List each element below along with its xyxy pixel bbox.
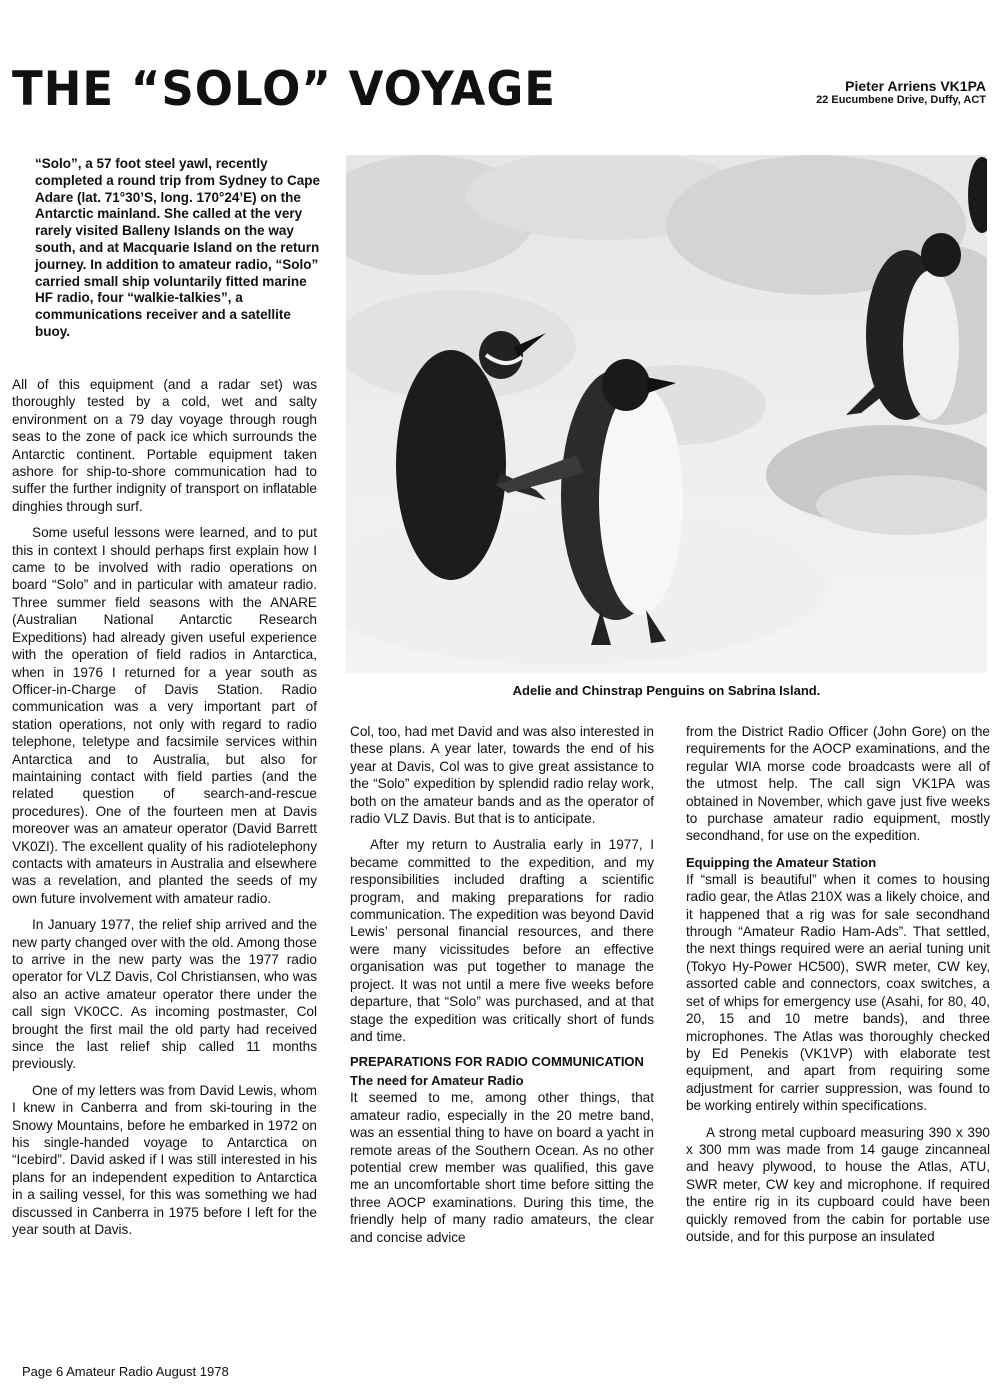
- article-title: THE “SOLO” VOYAGE: [12, 60, 557, 117]
- author-address: 22 Eucumbene Drive, Duffy, ACT: [816, 94, 986, 106]
- paragraph: from the District Radio Officer (John Gore) on the requirements for the AOCP examinations, and the regular WIA morse code broadcasts were all of the utmost help. The call sign VK1PA was obtained in November, which gave just five weeks to purchase amateur radio equipment, mostly secondhand, for use on the expedition.: [686, 724, 990, 844]
- paragraph: If “small is beautiful” when it comes to housing radio gear, the Atlas 210X was a likely choice, and it happened that a rig was for sale secondhand through “Amateur Radio Ham-Ads”. That settled, the next things required were an aerial tuning unit (Tokyo Hy-Power HC500), SWR meter, CW key, assorted cable and connectors, coax switches, a set of whips for emergency use (Asahi, for 80, 40, 20, 15 and 10 metre bands), and three microphones. The Atlas was thoroughly checked by Ed Penekis (VK1VP) with elaborate test equipment, and apart from requiring some adjustment for carrier suppression, was found to be working entirely within specifications.: [686, 871, 990, 1114]
- page-footer: Page 6 Amateur Radio August 1978: [22, 1364, 229, 1379]
- paragraph: In January 1977, the relief ship arrived and the new party changed over with the old. Among those to arrive in the new party was the 1977 radio operator for VLZ Davis, Col Christiansen, who was also an active amateur operator there under the call sign VK0CC. As incoming postmaster, Col brought the first mail the old party had received since the last relief ship called 11 months previously.: [12, 917, 317, 1072]
- paragraph: It seemed to me, among other things, that amateur radio, especially in the 20 metre band, was an essential thing to have on board a yacht in remote areas of the Southern Ocean. As no other potential crew member was qualified, this gave me an uncomfortable short time before sitting the three AOCP examinations. During this time, the friendly help of many radio amateurs, the clear and concise advice: [350, 1090, 654, 1245]
- paragraph: One of my letters was from David Lewis, whom I knew in Canberra and from ski-touring in the Snowy Mountains, before he embarked in 1972 on his single-handed voyage to Antarctica on “Icebird”. David asked if I was still interested in his plans for an independent expedition to Antarctica in a sailing vessel, for this was something we had discussed in Canberra in 1975 before I left for the year south at Davis.: [12, 1082, 317, 1238]
- intro-paragraph: “Solo”, a 57 foot steel yawl, recently completed a round trip from Sydney to Cape Adare (lat. 71°30’S, long. 170°24’E) on the Antarctic mainland. She called at the very rarely visited Balleny Islands on the way south, and at Macquarie Island on the return journey. In addition to amateur radio, “Solo” carried small ship voluntarily fitted marine HF radio, four “walkie-talkies”, a communications receiver and a satellite buoy.: [35, 156, 321, 339]
- section-heading: PREPARATIONS FOR RADIO COMMUNICATION: [350, 1054, 644, 1070]
- author-name: Pieter Arriens VK1PA: [845, 78, 986, 94]
- paragraph: A strong metal cupboard measuring 390 x 390 x 300 mm was made from 14 gauge zincanneal and heavy plywood, to house the Atlas, ATU, SWR meter, CW key and microphone. If required the entire rig in its cupboard could have been quickly removed from the cabin for portable use outside, and for this purpose an insulated: [686, 1124, 990, 1244]
- subsection-heading: The need for Amateur Radio: [350, 1073, 524, 1089]
- paragraph: Some useful lessons were learned, and to put this in context I should perhaps first explain how I came to be involved with radio operations on board “Solo” and in particular with amateur radio. Three summer field seasons with the ANARE (Australian National Antarctic Research Expeditions) had already given useful experience with the operation of field radios in Antarctica, when in 1976 I returned for a year south as Officer-in-Charge of Davis Station. Radio communication was a very important part of station operations, not only with regard to radio telephone, teletype and facsimile services within Antarctica and to Australia, but also for maintaining contact with field parties (and the related question of search-and-rescue procedures). One of the fourteen men at Davis moreover was an amateur operator (David Barrett VK0ZI). The excellent quality of his radiotelephony contacts with amateurs in Australia and elsewhere was a revelation, and planted the seeds of my own future involvement with amateur radio.: [12, 525, 317, 906]
- penguin-photo: [346, 155, 987, 673]
- body-column-1: [12, 376, 317, 1248]
- paragraph: Col, too, had met David and was also interested in these plans. A year later, towards the end of his year at Davis, Col was to give great assistance to the “Solo” expedition by splendid radio relay work, both on the amateur bands and as the operator of radio VLZ Davis. But that is to anticipate.: [350, 724, 654, 827]
- photo-caption: Adelie and Chinstrap Penguins on Sabrina Island.: [512, 683, 821, 698]
- paragraph: After my return to Australia early in 1977, I became committed to the expedition, and my responsibilities included drafting a scientific program, and making preparations for radio communication. The expedition was beyond David Lewis’ personal financial resources, and there were many vicissitudes before an effective organisation was put together to manage the project. It was not until a mere five weeks before departure, that “Solo” was purchased, and at that stage the expedition was critically short of funds and time.: [350, 837, 654, 1044]
- body-column-2: [350, 723, 654, 1255]
- penguin-photo-illustration: [346, 155, 987, 673]
- subsection-heading: Equipping the Amateur Station: [686, 854, 877, 870]
- byline: [816, 78, 986, 106]
- body-column-3: [686, 723, 990, 1254]
- paragraph: All of this equipment (and a radar set) was thoroughly tested by a cold, wet and salty environment on a 79 day voyage through rough seas to the zone of pack ice which surrounds the Antarctic continent. Portable equipment taken ashore for ship-to-shore communication had to suffer the further indignity of transport on inflatable dinghies through surf.: [12, 377, 317, 514]
